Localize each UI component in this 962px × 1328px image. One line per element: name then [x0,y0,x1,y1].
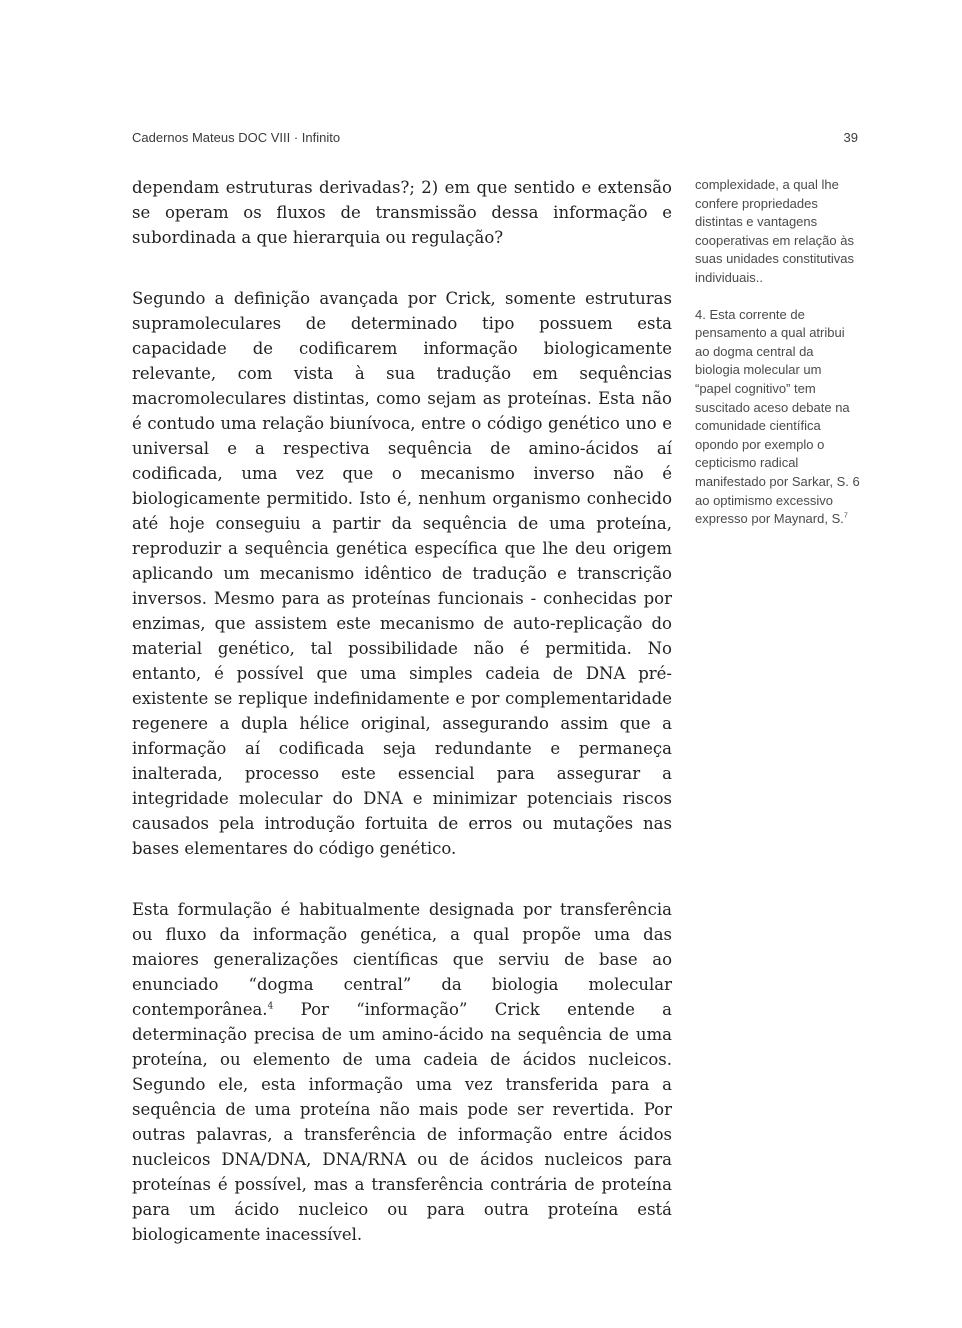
paragraph-3 [132,897,672,1247]
paragraph-2: Segundo a definição avançada por Crick, somente estruturas supramoleculares de determinado tipo possuem esta capacidade de codificarem informação biologicamente relevante, com vista à sua tradução em sequências macromoleculares distintas, como sejam as proteínas. Esta não é contudo uma relação biunívoca, entre o código genético uno e universal e a respectiva sequência de amino-ácidos aí codificada, uma vez que o mecanismo inverso não é biologicamente permitido. Isto é, nenhum organismo conhecido até hoje conseguiu a partir da sequência de uma proteína, reproduzir a sequência genética específica que lhe deu origem aplicando um mecanismo idêntico de tradução e transcrição inversos. Mesmo para as proteínas funcionais - conhecidas por enzimas, que assistem este mecanismo de auto-replicação do material genético, tal possibilidade não é permitida. No entanto, é possível que uma simples cadeia de DNA pré-existente se replique indefinidamente e por complementaridade regenere a dupla hélice original, assegurando assim que a informação aí codificada seja redundante e permaneça inalterada, processo este essencial para assegurar a integridade molecular do DNA e minimizar potenciais riscos causados pela introdução fortuita de erros ou mutações nas bases elementares do código genético. [132,289,672,858]
sidenote-column [695,176,861,529]
main-text-column [132,175,672,1247]
sidenote-continued: complexidade, a qual lhe confere propriedades distintas e vantagens cooperativas em relação às suas unidades constitutivas individuais.. [695,177,854,285]
paragraph-1: dependam estruturas derivadas?; 2) em que sentido e extensão se operam os fluxos de transmissão dessa informação e subordinada a que hierarquia ou regulação? [132,178,672,247]
sidenote-4-text: 4. Esta corrente de pensamento a qual atribui ao dogma central da biologia molecular um “papel cognitivo” tem suscitado aceso debate na comunidade científica opondo por exemplo o cepticismo radical manifestado por Sarkar, S. 6 ao optimismo excessivo expresso por Maynard, S. [695,306,860,527]
paragraph-3-text-end: Por “informação” Crick entende a determinação precisa de um amino-ácido na sequência de uma proteína, ou elemento de uma cadeia de ácidos nucleicos. Segundo ele, esta informação uma vez transferida para a sequência de uma proteína não mais pode ser revertida. Por outras palavras, a transferência de informação entre ácidos nucleicos DNA/DNA, DNA/RNA ou de ácidos nucleicos para proteínas é possível, mas a transferência contrária de proteína para um ácido nucleico ou para outra proteína está biologicamente inacessível. [132,1000,672,1244]
page-number: 39 [843,130,858,145]
footnote-ref-4[interactable]: 4 [267,1001,274,1012]
paragraph-3-text-start: Esta formulação é habitualmente designada por transferência ou fluxo da informação genética, a qual propõe uma das maiores generalizações científicas que serviu de base ao enunciado “dogma central” da biologia molecular contemporânea. [132,900,672,1019]
footnote-ref-7[interactable]: 7 [843,511,848,520]
sidenote-4 [695,306,861,529]
running-title: Cadernos Mateus DOC VIII · Infinito [132,130,341,145]
